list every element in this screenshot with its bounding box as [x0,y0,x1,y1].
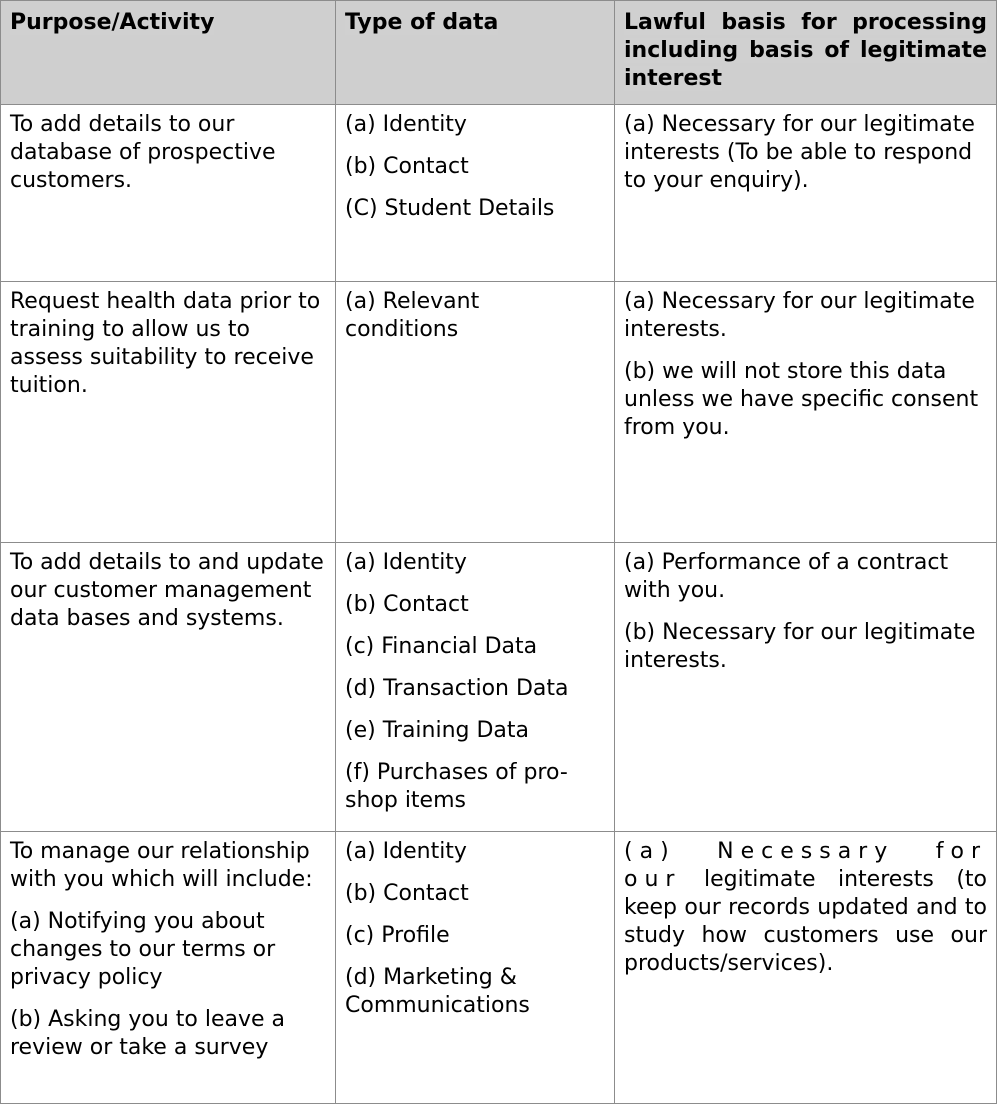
data-type-item: (b) Contact [345,592,469,617]
lawful-basis-text: (a) Necessary for our legitimate interests (To be able to respond to your enquiry). [624,112,975,193]
table-row [1,105,997,282]
lawful-basis-cell [615,105,997,282]
purpose-text: Request health data prior to training to allow us to assess suitability to receive tuition. [10,289,321,398]
data-type-item: (b) Contact [345,154,469,179]
data-type-item: (c) Financial Data [345,634,538,659]
data-type-item: (a) Identity [345,839,467,864]
lawful-basis-continuation: legitimate interests (to keep our records updated and to study how customers use our products/services). [624,867,987,976]
lawful-basis-text [624,838,987,978]
data-type-item: (a) Identity [345,550,467,575]
data-type-item: (C) Student Details [345,196,555,221]
data-type-item: (d) Transaction Data [345,676,569,701]
data-type-cell [336,543,615,832]
data-type-cell [336,105,615,282]
header-label: Purpose/Activity [10,10,215,35]
purpose-cell [1,543,336,832]
lawful-basis-text: (b) we will not store this data unless we have specific consent from you. [624,359,979,440]
lawful-basis-first-line: (a) Necessary for our [624,839,987,892]
header-label: Lawful basis for processing including basis of legitimate interest [624,10,987,91]
purpose-text: To manage our relationship with you which will include: [10,839,313,892]
table-row [1,282,997,543]
lawful-basis-cell [615,282,997,543]
data-type-item: (c) Profile [345,923,450,948]
table-row [1,832,997,1104]
header-lawful-basis [615,1,997,105]
purpose-text: (a) Notifying you about changes to our terms or privacy policy [10,909,276,990]
purpose-text: To add details to and update our customer management data bases and systems. [10,550,324,631]
lawful-basis-cell [615,543,997,832]
lawful-basis-text: (a) Performance of a contract with you. [624,550,949,603]
header-label: Type of data [345,10,499,35]
data-type-cell [336,832,615,1104]
purpose-cell [1,832,336,1104]
table-header-row [1,1,997,105]
data-type-item: (e) Training Data [345,718,530,743]
data-type-item: (d) Marketing & Communications [345,965,530,1018]
data-type-item: (a) Relevant conditions [345,289,480,342]
purpose-cell [1,282,336,543]
lawful-basis-cell [615,832,997,1104]
lawful-basis-text: (b) Necessary for our legitimate interests. [624,620,976,673]
data-type-item: (a) Identity [345,112,467,137]
data-type-item: (b) Contact [345,881,469,906]
purpose-text: (b) Asking you to leave a review or take a survey [10,1007,286,1060]
table-row [1,543,997,832]
lawful-basis-text: (a) Necessary for our legitimate interests. [624,289,975,342]
purpose-cell [1,105,336,282]
purpose-text: To add details to our database of prospective customers. [10,112,276,193]
data-type-cell [336,282,615,543]
header-purpose-activity [1,1,336,105]
header-type-of-data [336,1,615,105]
data-type-item: (f) Purchases of pro-shop items [345,760,568,813]
